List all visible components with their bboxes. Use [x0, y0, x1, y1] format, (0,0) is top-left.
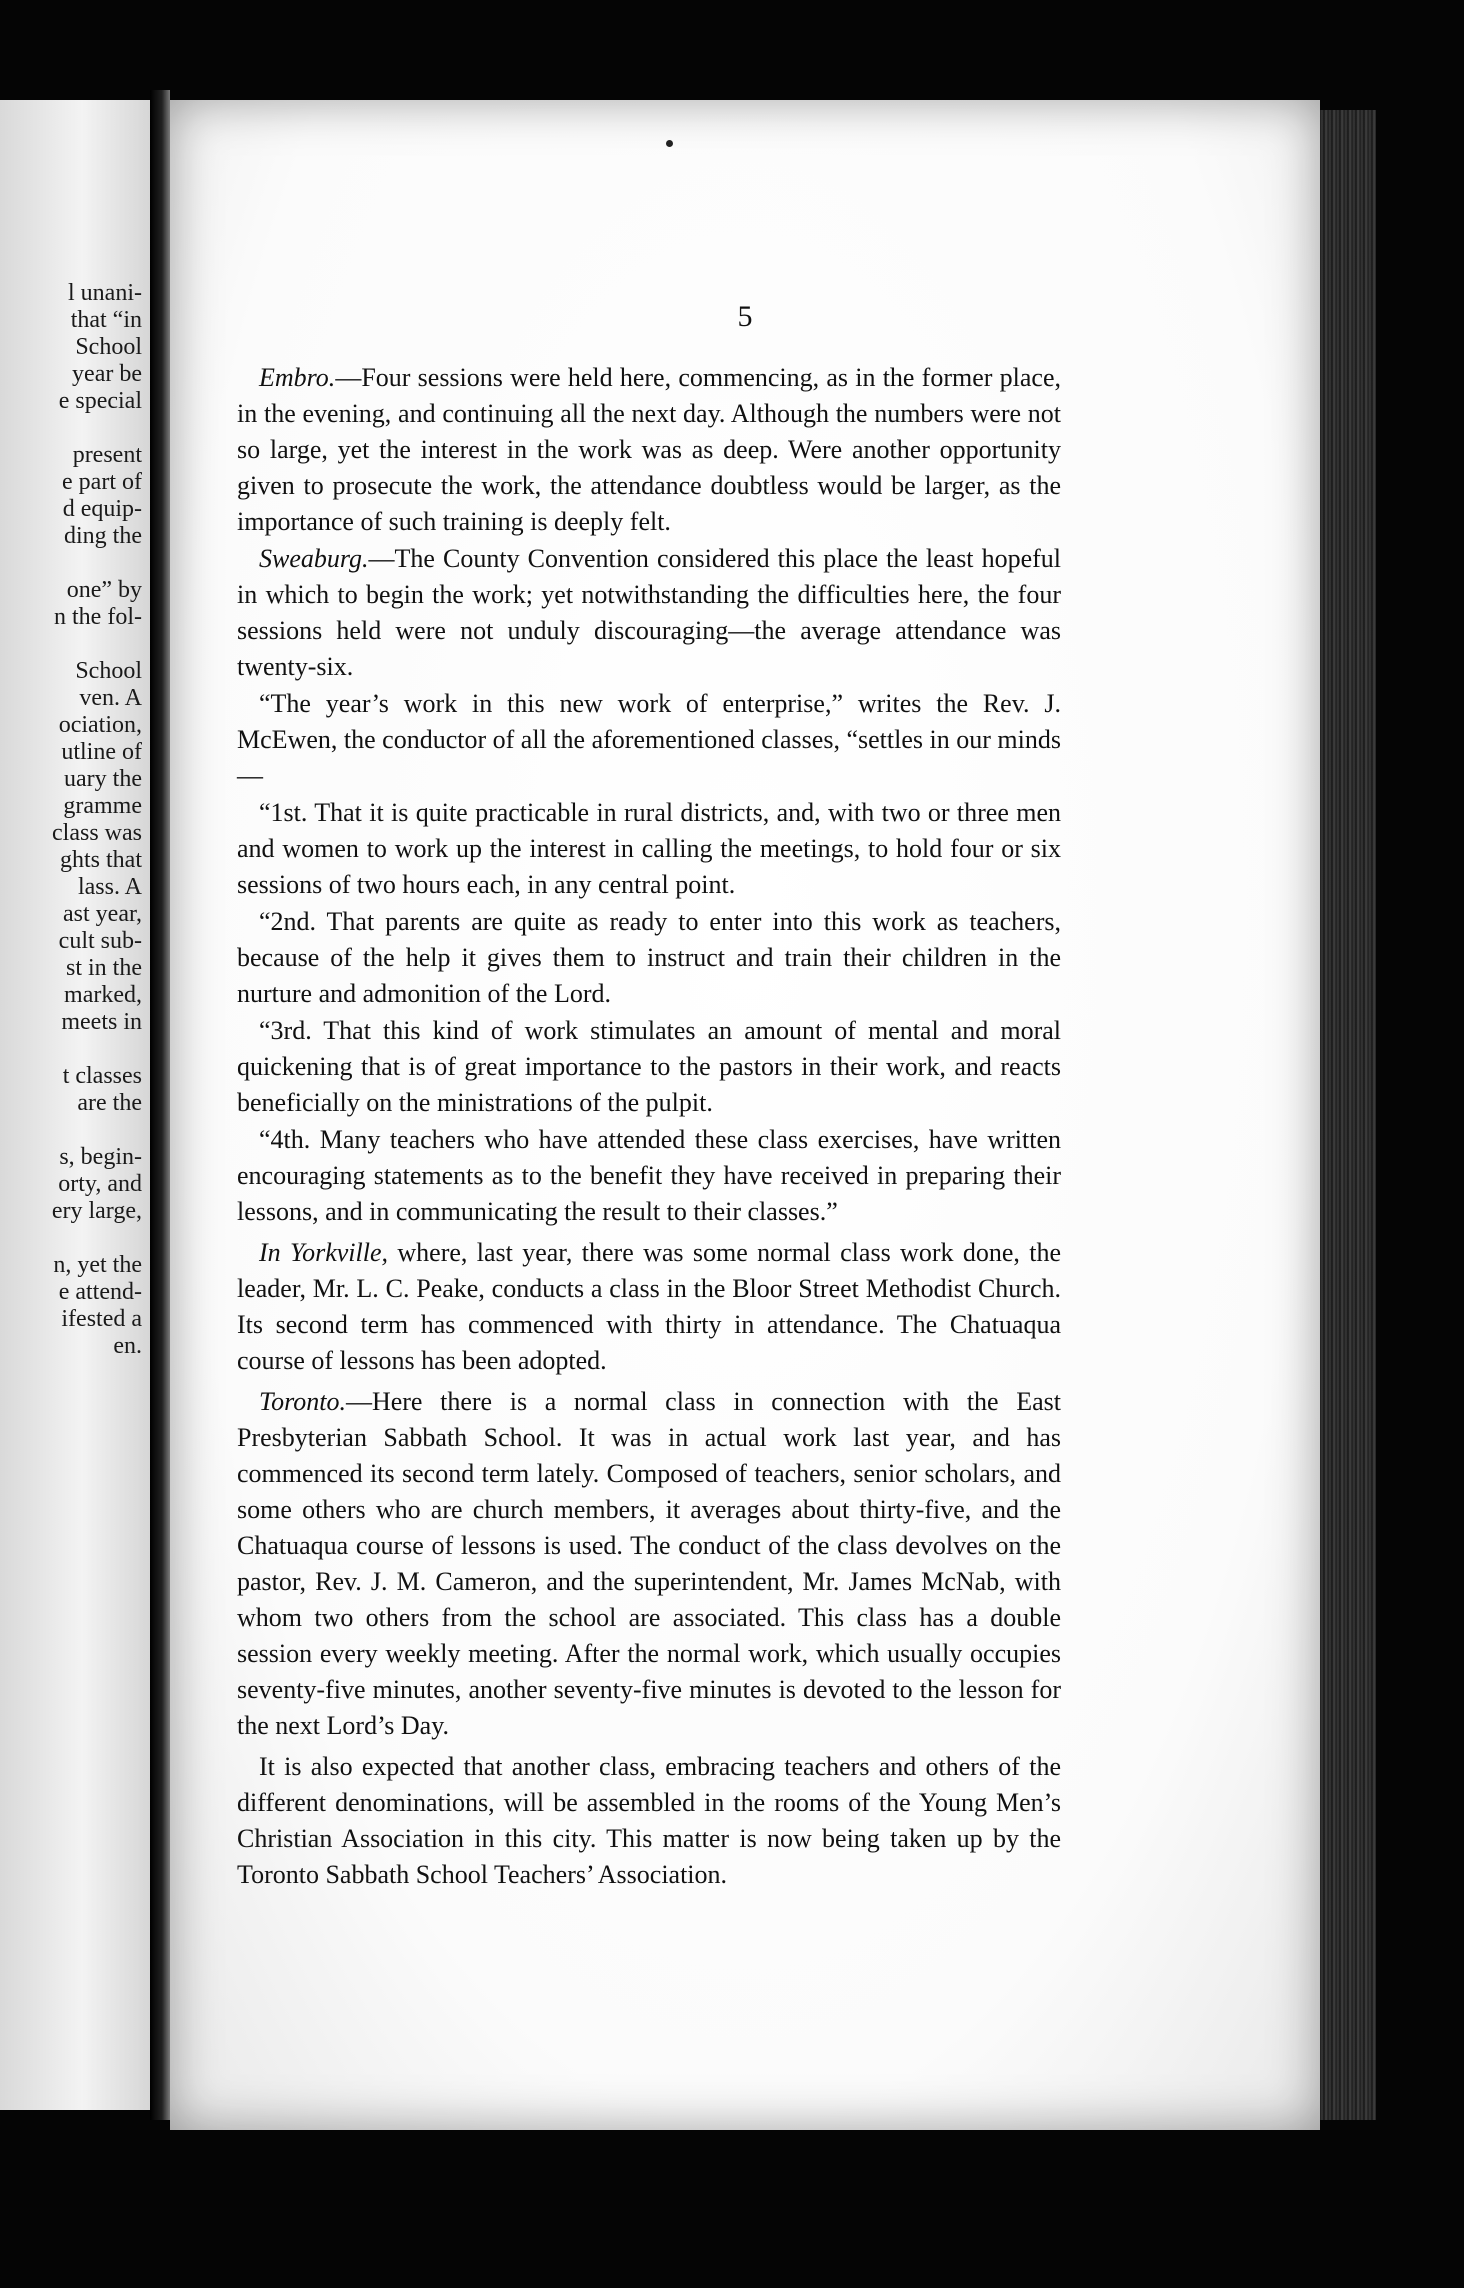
left-page-line: e part of: [62, 469, 142, 495]
left-page-line: ven. A: [79, 685, 142, 711]
paragraph-text: “1st. That it is quite practicable in rural districts, and, with two or three men and women to work up the interest in calling the meetings, to hold four or six sessions of two hours each, in any central point.: [237, 798, 1061, 899]
left-page-line: School: [75, 334, 142, 360]
paragraph-text: “The year’s work in this new work of enterprise,” writes the Rev. J. McEwen, the conductor of all the aforementioned classes, “settles in our minds—: [237, 689, 1061, 790]
paragraph-lead: Toronto.: [259, 1387, 346, 1416]
left-page-line: one” by: [66, 577, 142, 603]
left-page-fragment: [0, 100, 150, 2110]
left-page-line: utline of: [61, 739, 142, 765]
paragraph: [237, 1235, 1061, 1379]
paragraph-lead: Sweaburg.: [259, 544, 369, 573]
left-page-line: e special: [58, 388, 142, 414]
left-page-line: year be: [72, 361, 142, 387]
paragraph: [237, 686, 1061, 794]
paragraph-text: “4th. Many teachers who have attended these class exercises, have written encouraging statements as to the benefit they have received in preparing their lessons, and in communicating the result to their classes.”: [237, 1125, 1061, 1226]
left-page-line: gramme: [63, 793, 142, 819]
page-edges: [1320, 110, 1376, 2120]
left-page-line: en.: [113, 1333, 142, 1359]
left-page-line: cult sub-: [58, 928, 142, 954]
left-page-line: School: [75, 658, 142, 684]
left-page-line: ding the: [64, 523, 142, 549]
paragraph: [237, 904, 1061, 1012]
left-page-line: ifested a: [61, 1306, 142, 1332]
page-number: 5: [737, 300, 753, 333]
left-page-line: ast year,: [63, 901, 142, 927]
paragraph-text: “2nd. That parents are quite as ready to enter into this work as teachers, because of the help it gives them to instruct and train their children in the nurture and admonition of the Lord.: [237, 907, 1061, 1008]
left-page-line: that “in: [70, 307, 142, 333]
paragraph: [237, 1122, 1061, 1230]
left-page-line: uary the: [64, 766, 142, 792]
left-page-line: lass. A: [77, 874, 142, 900]
paragraph: [237, 1384, 1061, 1744]
paragraph: [237, 1013, 1061, 1121]
paragraph-text: —Four sessions were held here, commencing, as in the former place, in the evening, and continuing all the next day. Although the numbers were not so large, yet the interest in the work was as deep. Were another opportunity given to prosecute the work, the attendance doubtless would be larger, as the importance of such training is deeply felt.: [237, 363, 1061, 536]
paragraph-text: It is also expected that another class, embracing teachers and others of the different denominations, will be assembled in the rooms of the Young Men’s Christian Association in this city. This matter is now being taken up by the Toronto Sabbath School Teachers’ Association.: [237, 1752, 1061, 1889]
left-page-line: st in the: [66, 955, 142, 981]
paragraph-text: —The County Convention considered this place the least hopeful in which to begin the work; yet notwithstanding the difficulties here, the four sessions held were not unduly discouraging—the average attendance was twenty-six.: [237, 544, 1061, 681]
left-page-line: e attend-: [58, 1279, 142, 1305]
left-page-line: ery large,: [51, 1198, 142, 1224]
left-page-line: s, begin-: [59, 1144, 142, 1170]
paragraph-lead: In Yorkville,: [259, 1238, 389, 1267]
paragraph-text: “3rd. That this kind of work stimulates an amount of mental and moral quickening that is of great importance to the pastors in their work, and reacts beneficially on the ministrations of the pulpit.: [237, 1016, 1061, 1117]
paragraph-text: where, last year, there was some normal class work done, the leader, Mr. L. C. Peake, conducts a class in the Bloor Street Methodist Church. Its second term has commenced with thirty in attendance. The Chatuaqua course of lessons has been adopted.: [237, 1238, 1062, 1375]
left-page-line: ghts that: [60, 847, 142, 873]
left-page-line: present: [72, 442, 142, 468]
paragraph-text: —Here there is a normal class in connection with the East Presbyterian Sabbath School. It was in actual work last year, and has commenced its second term lately. Composed of teachers, senior scholars, and some others who are church members, it averages about thirty-five, and the Chatuaqua course of lessons is used. The conduct of the class devolves on the pastor, Rev. J. M. Cameron, and the superintendent, Mr. James McNab, with whom two others from the school are associated. This class has a double session every weekly meeting. After the normal work, which usually occupies seventy-five minutes, another seventy-five minutes is devoted to the lesson for the next Lord’s Day.: [237, 1387, 1061, 1740]
left-page-line: t classes: [62, 1063, 142, 1089]
paragraph: [237, 795, 1061, 903]
left-page-line: marked,: [64, 982, 142, 1008]
left-page-line: are the: [77, 1090, 142, 1116]
left-page-line: ociation,: [58, 712, 142, 738]
left-page-line: n the fol-: [54, 604, 142, 630]
paragraph: [237, 541, 1061, 685]
ink-speck: [666, 140, 673, 147]
left-page-line: n, yet the: [53, 1252, 142, 1278]
left-page-line: d equip-: [62, 496, 142, 522]
paragraph: [237, 1749, 1061, 1893]
book-gutter: [150, 90, 170, 2120]
left-page-line: class was: [52, 820, 142, 846]
left-page-line: l unani-: [68, 280, 142, 306]
paragraph-lead: Embro.: [259, 363, 336, 392]
left-page-line: meets in: [61, 1009, 142, 1035]
paragraph: [237, 360, 1061, 540]
body-text: [237, 360, 1061, 1894]
left-page-line: orty, and: [58, 1171, 142, 1197]
